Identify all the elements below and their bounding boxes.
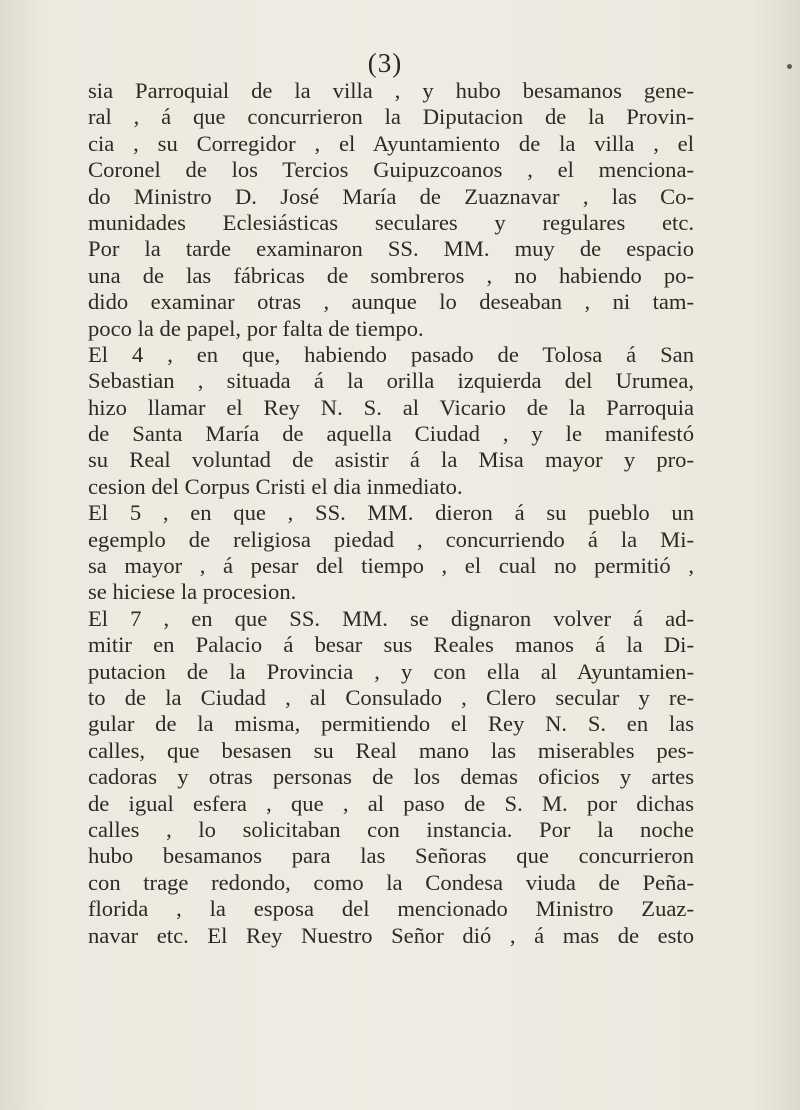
text-line: calles, que besasen su Real mano las miserables pes- — [88, 737, 694, 763]
text-line: El 5 , en que , SS. MM. dieron á su pueblo un — [88, 500, 694, 526]
text-line: Coronel de los Tercios Guipuzcoanos , el menciona- — [88, 157, 694, 183]
text-line: dido examinar otras , aunque lo deseaban , ni tam- — [88, 289, 694, 315]
text-line: Por la tarde examinaron SS. MM. muy de espacio — [88, 236, 694, 262]
text-line: cadoras y otras personas de los demas oficios y artes — [88, 764, 694, 790]
text-line: putacion de la Provincia , y con ella al Ayuntamien- — [88, 658, 694, 684]
text-line: El 7 , en que SS. MM. se dignaron volver á ad- — [88, 605, 694, 631]
text-line: se hiciese la procesion. — [88, 579, 297, 605]
text-line: to de la Ciudad , al Consulado , Clero secular y re- — [88, 684, 694, 710]
text-line: una de las fábricas de sombreros , no habiendo po- — [88, 262, 694, 288]
text-line: hizo llamar el Rey N. S. al Vicario de la Parroquia — [88, 394, 694, 420]
text-line: de Santa María de aquella Ciudad , y le manifestó — [88, 421, 694, 447]
page-number: (3) — [367, 48, 403, 78]
text-line: gular de la misma, permitiendo el Rey N. S. en las — [88, 711, 694, 737]
text-line: cia , su Corregidor , el Ayuntamiento de la villa , el — [88, 130, 694, 156]
body-text — [88, 78, 694, 949]
text-line: calles , lo solicitaban con instancia. Por la noche — [88, 816, 694, 842]
text-line: egemplo de religiosa piedad , concurriendo á la Mi- — [88, 526, 694, 552]
text-line: con trage redondo, como la Condesa viuda de Peña- — [88, 869, 694, 895]
text-line: do Ministro D. José María de Zuaznavar , las Co- — [88, 183, 694, 209]
text-line: cesion del Corpus Cristi el dia inmediato. — [88, 473, 463, 499]
text-line: su Real voluntad de asistir á la Misa mayor y pro- — [88, 447, 694, 473]
text-line: navar etc. El Rey Nuestro Señor dió , á mas de esto — [88, 922, 694, 948]
text-line: sa mayor , á pesar del tiempo , el cual no permitió , — [88, 553, 694, 579]
text-line: florida , la esposa del mencionado Ministro Zuaz- — [88, 896, 694, 922]
text-line: El 4 , en que, habiendo pasado de Tolosa á San — [88, 341, 694, 367]
text-line: mitir en Palacio á besar sus Reales manos á la Di- — [88, 632, 694, 658]
text-line: poco la de papel, por falta de tiempo. — [88, 315, 424, 341]
text-line: de igual esfera , que , al paso de S. M. por dichas — [88, 790, 694, 816]
ink-spot — [787, 64, 792, 69]
text-line: munidades Eclesiásticas seculares y regulares etc. — [88, 209, 694, 235]
text-line: Sebastian , situada á la orilla izquierda del Urumea, — [88, 368, 694, 394]
text-line: hubo besamanos para las Señoras que concurrieron — [88, 843, 694, 869]
text-line: ral , á que concurrieron la Diputacion de la Provin- — [88, 104, 694, 130]
text-line: sia Parroquial de la villa , y hubo besamanos gene- — [88, 78, 694, 103]
